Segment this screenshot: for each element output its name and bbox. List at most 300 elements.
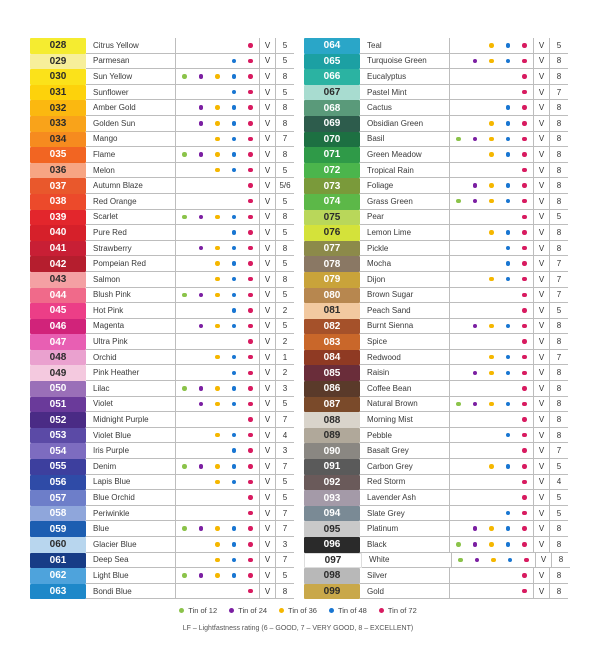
- color-name: Pink Heather: [86, 365, 175, 381]
- color-chart-left-column: [30, 38, 298, 599]
- lf-mark: V: [259, 147, 275, 163]
- color-name: Silver: [360, 568, 449, 584]
- color-swatch: [30, 412, 86, 428]
- color-swatch: [304, 194, 360, 210]
- color-swatch: [30, 475, 86, 491]
- tin-cell: [176, 459, 193, 474]
- lightfastness-rating: 8: [275, 147, 294, 163]
- color-name: Carbon Grey: [360, 459, 449, 475]
- lf-mark: V: [259, 412, 275, 428]
- tin48-dot-icon: [506, 542, 511, 547]
- lightfastness-rating: 5: [275, 568, 294, 584]
- tin48-dot-icon: [232, 293, 237, 298]
- tin48-dot-icon: [232, 324, 237, 329]
- color-name: Parmesan: [86, 54, 175, 70]
- tin-cell: [467, 568, 484, 583]
- tin-cell: [242, 132, 259, 147]
- color-name: Ultra Pink: [86, 334, 175, 350]
- tin12-dot-icon: [182, 215, 187, 220]
- color-name: Lapis Blue: [86, 475, 175, 491]
- color-row: [304, 54, 572, 70]
- tin-cell: [516, 38, 533, 53]
- tin-cell: [176, 490, 193, 505]
- lf-mark: V: [535, 553, 551, 569]
- color-name: Strawberry: [86, 241, 175, 257]
- color-name: Pure Red: [86, 225, 175, 241]
- tin72-dot-icon: [522, 402, 527, 407]
- tin-cell: [193, 69, 210, 84]
- color-code: 037: [49, 180, 67, 192]
- tin-cell: [226, 506, 243, 521]
- color-name: Golden Sun: [86, 116, 175, 132]
- color-code: 046: [49, 320, 67, 332]
- color-name: Black: [360, 537, 449, 553]
- tin-cell: [226, 256, 243, 271]
- tin-cell: [483, 506, 500, 521]
- tin-cell: [176, 132, 193, 147]
- lightfastness-rating: 8: [275, 241, 294, 257]
- tin-cell: [209, 459, 226, 474]
- color-row: [304, 443, 572, 459]
- tin-cell: [226, 334, 243, 349]
- tin-cell: [483, 54, 500, 69]
- lightfastness-rating: 5: [275, 163, 294, 179]
- color-row: [304, 178, 572, 194]
- tin-availability: [175, 506, 259, 522]
- tin-cell: [500, 334, 517, 349]
- tin-availability: [449, 334, 533, 350]
- color-row: [30, 132, 298, 148]
- tin24-dot-icon: [199, 464, 204, 469]
- tin-availability: [449, 69, 533, 85]
- tin-cell: [450, 54, 467, 69]
- lf-mark: V: [259, 241, 275, 257]
- color-name: Turquoise Green: [360, 54, 449, 70]
- tin-cell: [193, 537, 210, 552]
- tin-cell: [193, 584, 210, 599]
- lf-mark: V: [533, 397, 549, 413]
- tin48-dot-icon: [232, 121, 237, 126]
- tin48-dot-icon: [506, 230, 511, 235]
- tin-availability: [449, 241, 533, 257]
- tin72-dot-icon: [248, 90, 253, 95]
- tin-cell: [193, 521, 210, 536]
- tin-cell: [516, 506, 533, 521]
- tin-cell: [242, 256, 259, 271]
- tin-cell: [467, 428, 484, 443]
- tin-cell: [193, 350, 210, 365]
- lf-mark: V: [259, 381, 275, 397]
- tin-cell: [242, 350, 259, 365]
- lightfastness-rating: 8: [275, 210, 294, 226]
- color-swatch: [304, 303, 360, 319]
- color-row: [30, 319, 298, 335]
- lightfastness-rating: 8: [549, 116, 568, 132]
- tin-cell: [500, 412, 517, 427]
- tin-cell: [467, 132, 484, 147]
- tin72-dot-icon: [248, 448, 253, 453]
- tin-cell: [516, 288, 533, 303]
- tin-availability: [175, 225, 259, 241]
- color-name: Tropical Rain: [360, 163, 449, 179]
- color-swatch: [304, 381, 360, 397]
- tin-cell: [483, 225, 500, 240]
- tin-cell: [469, 553, 486, 568]
- lf-mark: V: [259, 132, 275, 148]
- tin-cell: [500, 459, 517, 474]
- lf-mark: V: [533, 147, 549, 163]
- tin36-dot-icon: [215, 105, 220, 110]
- color-row: [304, 553, 572, 569]
- lf-mark: V: [259, 334, 275, 350]
- color-swatch: [30, 54, 86, 70]
- lf-mark: V: [533, 132, 549, 148]
- tin-cell: [209, 584, 226, 599]
- lightfastness-rating: 7: [549, 256, 568, 272]
- tin-cell: [500, 38, 517, 53]
- color-row: [30, 100, 298, 116]
- tin-cell: [209, 38, 226, 53]
- tin-cell: [450, 303, 467, 318]
- tin-cell: [483, 256, 500, 271]
- tin48-dot-icon: [506, 324, 511, 329]
- tin36-dot-icon: [489, 542, 494, 547]
- tin36-dot-icon: [215, 526, 220, 531]
- color-name: Brown Sugar: [360, 288, 449, 304]
- color-code: 095: [323, 523, 341, 535]
- tin-availability: [175, 334, 259, 350]
- tin48-dot-icon: [232, 59, 237, 64]
- lightfastness-rating: 5: [275, 194, 294, 210]
- tin-cell: [450, 85, 467, 100]
- color-swatch: [30, 163, 86, 179]
- tin-cell: [242, 116, 259, 131]
- tin72-dot-icon: [248, 355, 253, 360]
- tin72-dot-icon: [248, 402, 253, 407]
- color-code: 086: [323, 383, 341, 395]
- lf-mark: V: [259, 568, 275, 584]
- tin-availability: [175, 412, 259, 428]
- color-swatch: [304, 272, 360, 288]
- tin-cell: [176, 365, 193, 380]
- tin-cell: [516, 412, 533, 427]
- lf-mark: V: [533, 381, 549, 397]
- tin36-dot-icon: [215, 168, 220, 173]
- lightfastness-rating: 2: [275, 303, 294, 319]
- lf-mark: V: [259, 256, 275, 272]
- color-name: Deep Sea: [86, 553, 175, 569]
- tin-availability: [449, 350, 533, 366]
- tin-cell: [467, 178, 484, 193]
- tin-cell: [500, 397, 517, 412]
- tin-cell: [176, 116, 193, 131]
- tin-cell: [467, 303, 484, 318]
- tin-cell: [176, 521, 193, 536]
- color-code: 082: [323, 320, 341, 332]
- tin-cell: [450, 350, 467, 365]
- tin-cell: [226, 350, 243, 365]
- color-swatch: [30, 568, 86, 584]
- tin-cell: [226, 100, 243, 115]
- lf-mark: V: [259, 210, 275, 226]
- tin-cell: [500, 210, 517, 225]
- tin-cell: [500, 225, 517, 240]
- tin72-dot-icon: [248, 199, 253, 204]
- tin36-dot-icon: [489, 526, 494, 531]
- color-code: 081: [323, 305, 341, 317]
- legend-label: Tin of 72: [387, 606, 417, 615]
- tin36-dot-icon: [489, 402, 494, 407]
- color-row: [30, 412, 298, 428]
- tin-cell: [483, 350, 500, 365]
- tin-cell: [467, 256, 484, 271]
- color-name: Hot Pink: [86, 303, 175, 319]
- tin72-dot-icon: [248, 43, 253, 48]
- color-code: 074: [323, 196, 341, 208]
- color-swatch: [30, 225, 86, 241]
- tin-cell: [467, 241, 484, 256]
- tin-cell: [500, 163, 517, 178]
- color-code: 080: [323, 289, 341, 301]
- tin-availability: [449, 381, 533, 397]
- lightfastness-rating: 7: [549, 443, 568, 459]
- color-row: [30, 116, 298, 132]
- color-row: [304, 225, 572, 241]
- tin-cell: [483, 459, 500, 474]
- tin-cell: [467, 85, 484, 100]
- tin-availability: [175, 568, 259, 584]
- tin-cell: [193, 54, 210, 69]
- tin-cell: [516, 365, 533, 380]
- lightfastness-rating: 5: [549, 459, 568, 475]
- tin-cell: [483, 334, 500, 349]
- tin-cell: [516, 475, 533, 490]
- tin-cell: [226, 428, 243, 443]
- tin-cell: [450, 319, 467, 334]
- tin48-dot-icon: [506, 355, 511, 360]
- color-row: [30, 147, 298, 163]
- tin-cell: [176, 319, 193, 334]
- tin72-dot-icon: [522, 105, 527, 110]
- color-code: 097: [324, 554, 342, 566]
- tin72-dot-icon: [522, 246, 527, 251]
- color-code: 069: [323, 118, 341, 130]
- tin-cell: [209, 334, 226, 349]
- tin72-dot-icon: [522, 324, 527, 329]
- lightfastness-rating: 4: [549, 475, 568, 491]
- color-code: 035: [49, 149, 67, 161]
- color-row: [304, 475, 572, 491]
- tin72-dot-icon: [522, 230, 527, 235]
- tin-cell: [193, 506, 210, 521]
- lf-mark: V: [259, 116, 275, 132]
- tin36-dot-icon: [215, 386, 220, 391]
- tin-cell: [450, 521, 467, 536]
- color-row: [304, 85, 572, 101]
- tin-cell: [226, 194, 243, 209]
- tin48-dot-icon: [232, 386, 237, 391]
- color-swatch: [30, 381, 86, 397]
- lightfastness-rating: 7: [275, 553, 294, 569]
- tin72-dot-icon: [248, 589, 253, 594]
- tin72-dot-icon: [248, 293, 253, 298]
- lightfastness-rating: 8: [549, 100, 568, 116]
- color-name: Citrus Yellow: [86, 38, 175, 54]
- tin36-dot-icon: [215, 480, 220, 485]
- tin-cell: [450, 506, 467, 521]
- lf-mark: V: [259, 443, 275, 459]
- color-code: 031: [49, 87, 67, 99]
- color-code: 091: [323, 461, 341, 473]
- tin-availability: [175, 365, 259, 381]
- color-row: [304, 459, 572, 475]
- tin-cell: [467, 194, 484, 209]
- tin-cell: [467, 490, 484, 505]
- tin-cell: [176, 381, 193, 396]
- tin48-dot-icon: [232, 526, 237, 531]
- tin48-dot-icon: [232, 355, 237, 360]
- tin-cell: [242, 334, 259, 349]
- tin-availability: [175, 210, 259, 226]
- tin72-dot-icon: [248, 464, 253, 469]
- tin-cell: [193, 85, 210, 100]
- tin-cell: [209, 225, 226, 240]
- tin-cell: [226, 537, 243, 552]
- tin-cell: [209, 428, 226, 443]
- color-row: [304, 272, 572, 288]
- color-name: Iris Purple: [86, 443, 175, 459]
- tin48-dot-icon: [232, 402, 237, 407]
- tin-cell: [176, 553, 193, 568]
- tin-cell: [500, 443, 517, 458]
- tin24-dot-icon: [199, 386, 204, 391]
- tin36-dot-icon: [215, 542, 220, 547]
- color-name: Pear: [360, 210, 449, 226]
- lf-mark: V: [533, 288, 549, 304]
- lightfastness-rating: 5/6: [275, 178, 294, 194]
- tin-availability: [449, 54, 533, 70]
- lightfastness-rating: 8: [549, 147, 568, 163]
- lightfastness-rating: 8: [275, 116, 294, 132]
- tin-cell: [242, 568, 259, 583]
- tin12-dot-icon: [456, 199, 461, 204]
- lf-mark: V: [259, 397, 275, 413]
- tin-cell: [242, 475, 259, 490]
- tin48-dot-icon: [506, 277, 511, 282]
- tin-availability: [175, 147, 259, 163]
- tin12-dot-icon: [182, 152, 187, 157]
- tin-cell: [500, 568, 517, 583]
- tin-cell: [176, 350, 193, 365]
- tin72-dot-icon: [522, 121, 527, 126]
- color-name: Denim: [86, 459, 175, 475]
- tin-cell: [467, 147, 484, 162]
- tin-cell: [516, 459, 533, 474]
- tin-cell: [467, 272, 484, 287]
- color-name: Raisin: [360, 365, 449, 381]
- tin-cell: [467, 350, 484, 365]
- color-row: [30, 428, 298, 444]
- color-swatch: [304, 69, 360, 85]
- tin72-dot-icon: [248, 542, 253, 547]
- color-code: 033: [49, 118, 67, 130]
- color-swatch: [304, 319, 360, 335]
- tin-cell: [467, 381, 484, 396]
- lf-mark: V: [259, 350, 275, 366]
- lightfastness-rating: 8: [549, 428, 568, 444]
- lf-mark: V: [533, 350, 549, 366]
- legend-label: Tin of 24: [238, 606, 268, 615]
- lightfastness-rating: 8: [549, 54, 568, 70]
- tin-cell: [226, 210, 243, 225]
- tin36-dot-icon: [489, 137, 494, 142]
- color-swatch: [30, 521, 86, 537]
- color-row: [304, 319, 572, 335]
- lf-mark: V: [533, 490, 549, 506]
- tin72-dot-icon: [522, 511, 527, 516]
- color-name: Lemon Lime: [360, 225, 449, 241]
- tin72-dot-icon: [248, 511, 253, 516]
- color-swatch: [30, 443, 86, 459]
- color-name: Redwood: [360, 350, 449, 366]
- tin-cell: [226, 225, 243, 240]
- color-row: [30, 272, 298, 288]
- tin-cell: [209, 381, 226, 396]
- tin-cell: [209, 397, 226, 412]
- tin12-dot-icon: [456, 542, 461, 547]
- color-swatch: [304, 428, 360, 444]
- tin72-dot-icon: [522, 526, 527, 531]
- tin48-dot-icon: [232, 261, 237, 266]
- tin-cell: [226, 54, 243, 69]
- color-name: Glacier Blue: [86, 537, 175, 553]
- legend-item: [329, 606, 367, 615]
- tin24-dot-icon: [199, 121, 204, 126]
- tin72-dot-icon: [248, 230, 253, 235]
- tin-availability: [449, 443, 533, 459]
- tin-availability: [449, 521, 533, 537]
- lightfastness-rating: 7: [549, 288, 568, 304]
- tin-cell: [450, 132, 467, 147]
- color-code: 098: [323, 570, 341, 582]
- tin-availability: [451, 553, 535, 569]
- tin-cell: [483, 443, 500, 458]
- tin72-dot-icon: [248, 480, 253, 485]
- tin-cell: [450, 163, 467, 178]
- color-name: Blue Orchid: [86, 490, 175, 506]
- tin36-dot-icon: [215, 121, 220, 126]
- tin-cell: [193, 194, 210, 209]
- tin-cell: [209, 210, 226, 225]
- tin-cell: [242, 397, 259, 412]
- color-code: 049: [49, 367, 67, 379]
- lf-mark: V: [259, 85, 275, 101]
- tin-cell: [242, 163, 259, 178]
- color-swatch: [304, 553, 362, 569]
- tin-cell: [483, 381, 500, 396]
- tin72-dot-icon: [522, 339, 527, 344]
- tin-availability: [175, 85, 259, 101]
- tin-cell: [209, 303, 226, 318]
- tin36-dot-icon: [491, 558, 496, 563]
- lf-mark: V: [533, 412, 549, 428]
- color-code: 059: [49, 523, 67, 535]
- tin-cell: [467, 163, 484, 178]
- tin-cell: [483, 194, 500, 209]
- color-swatch: [304, 100, 360, 116]
- tin36-dot-icon: [215, 402, 220, 407]
- lightfastness-rating: 8: [549, 584, 568, 600]
